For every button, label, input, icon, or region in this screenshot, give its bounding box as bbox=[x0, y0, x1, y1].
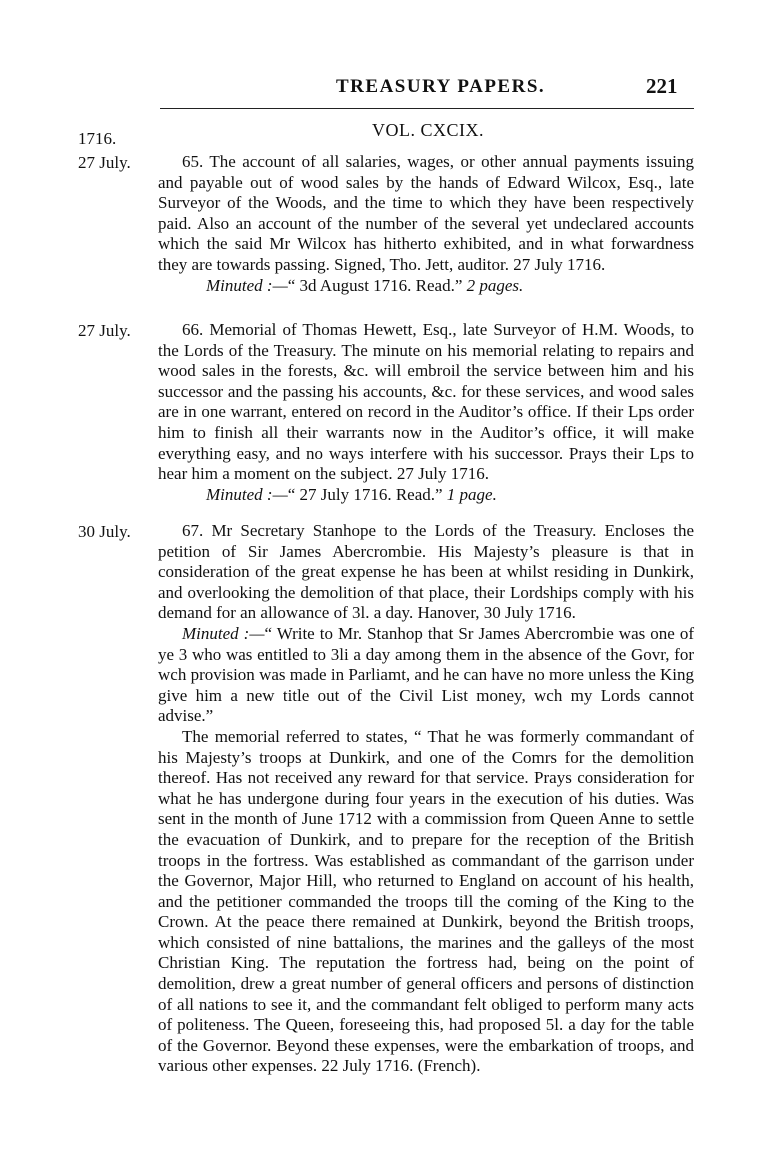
margin-year: 1716. bbox=[78, 129, 117, 148]
entry-text: 65. The account of all salaries, wages, or other annual payments issuing and payable out of wood sales by the hands of Edward Wilcox, Esq., late Surveyor of the Woods, and the time to which they have been respectively paid. Also an account of the number of the several yet undeclared accounts which the said Mr Wilcox has hitherto exhibited, and in what forwardness they are towards passing. Signed, Tho. Jett, auditor. 27 July 1716. bbox=[158, 152, 694, 274]
entry-66 bbox=[158, 320, 694, 505]
minuted-label: Minuted :— bbox=[206, 484, 288, 504]
memorial-text: The memorial referred to states, “ That he was formerly commandant of his Majesty’s troops at Dunkirk, and one of the Comrs for the demolition thereof. Has not received any reward for that service. Prays consideration for what he has undergone during four years in the execution of his duties. Was sent in the month of June 1712 with a commission from Queen Anne to settle the evacuation of Dunkirk, and to prepare for the reception of the British troops in the fortress. Was established as commandant of the garrison under the Governor, Major Hill, who returned to England on account of his health, and the petitioner commanded the troops till the coming of the King to the Crown. At the peace there remained at Dunkirk, beyond the British troops, which consisted of nine battalions, the marines and the galleys of the most Christian King. The reputation the fortress had, being on the point of demolition, drew a great number of general officers and persons of distinction of all nations to see it, and the commandant felt obliged to perform many acts of politeness. The Queen, foreseeing this, had proposed 5l. a day for the table of the Governor. Beyond these expenses, were the embarkation of troops, and various other expenses. 22 July 1716. (French). bbox=[158, 726, 694, 1076]
minuted-label: Minuted :— bbox=[206, 275, 288, 295]
minuted-text: “ Write to Mr. Stanhop that Sr James Abercrombie was one of ye 3 who was entitled to 3li a day among them in the absence of the Govr, for wch provision was made in Parliamt, and he can have no more unless the King give him a new title out of the Civil List money, wch my Lords cannot advise.” bbox=[158, 623, 694, 726]
margin-date: 27 July. bbox=[78, 321, 131, 340]
page-number: 221 bbox=[646, 74, 678, 98]
running-head: TREASURY PAPERS. bbox=[336, 76, 546, 97]
minuted-note bbox=[158, 624, 694, 727]
minuted-note bbox=[158, 485, 694, 506]
minuted-note bbox=[158, 276, 694, 297]
margin-date: 30 July. bbox=[78, 522, 131, 541]
minuted-text: “ 3d August 1716. Read.” bbox=[287, 275, 467, 295]
header-rule bbox=[160, 108, 694, 109]
volume-heading: VOL. CXCIX. bbox=[372, 120, 484, 140]
margin-date: 27 July. bbox=[78, 153, 131, 172]
entry-text: 66. Memorial of Thomas Hewett, Esq., late Surveyor of H.M. Woods, to the Lords of the Treasury. The minute on his memorial relating to repairs and wood sales in the forests, &c. will embroil the service between him and his successor and the passing his accounts, &c. for these services, and wood sales are in one warrant, entered on record in the Auditor’s office. If their Lps order him to finish all their warrants now in the Auditor’s office, it will make everything easy, and no ways interfere with his successor. Prays their Lps to hear him a moment on the subject. 27 July 1716. bbox=[158, 320, 694, 484]
minuted-text: “ 27 July 1716. Read.” bbox=[287, 484, 447, 504]
entry-67 bbox=[158, 521, 694, 1077]
entry-text: 67. Mr Secretary Stanhope to the Lords of the Treasury. Encloses the petition of Sir James Abercrombie. His Majesty’s pleasure is that in consideration of the great expense he has been at whilst residing in Dunkirk, and overlooking the demolition of that place, their Lordships comply with his demand for an allowance of 3l. a day. Hanover, 30 July 1716. bbox=[158, 521, 694, 623]
page-count: 1 page. bbox=[446, 484, 497, 504]
page-count: 2 pages. bbox=[466, 275, 524, 295]
minuted-label: Minuted :— bbox=[182, 623, 265, 643]
entry-65 bbox=[158, 152, 694, 296]
